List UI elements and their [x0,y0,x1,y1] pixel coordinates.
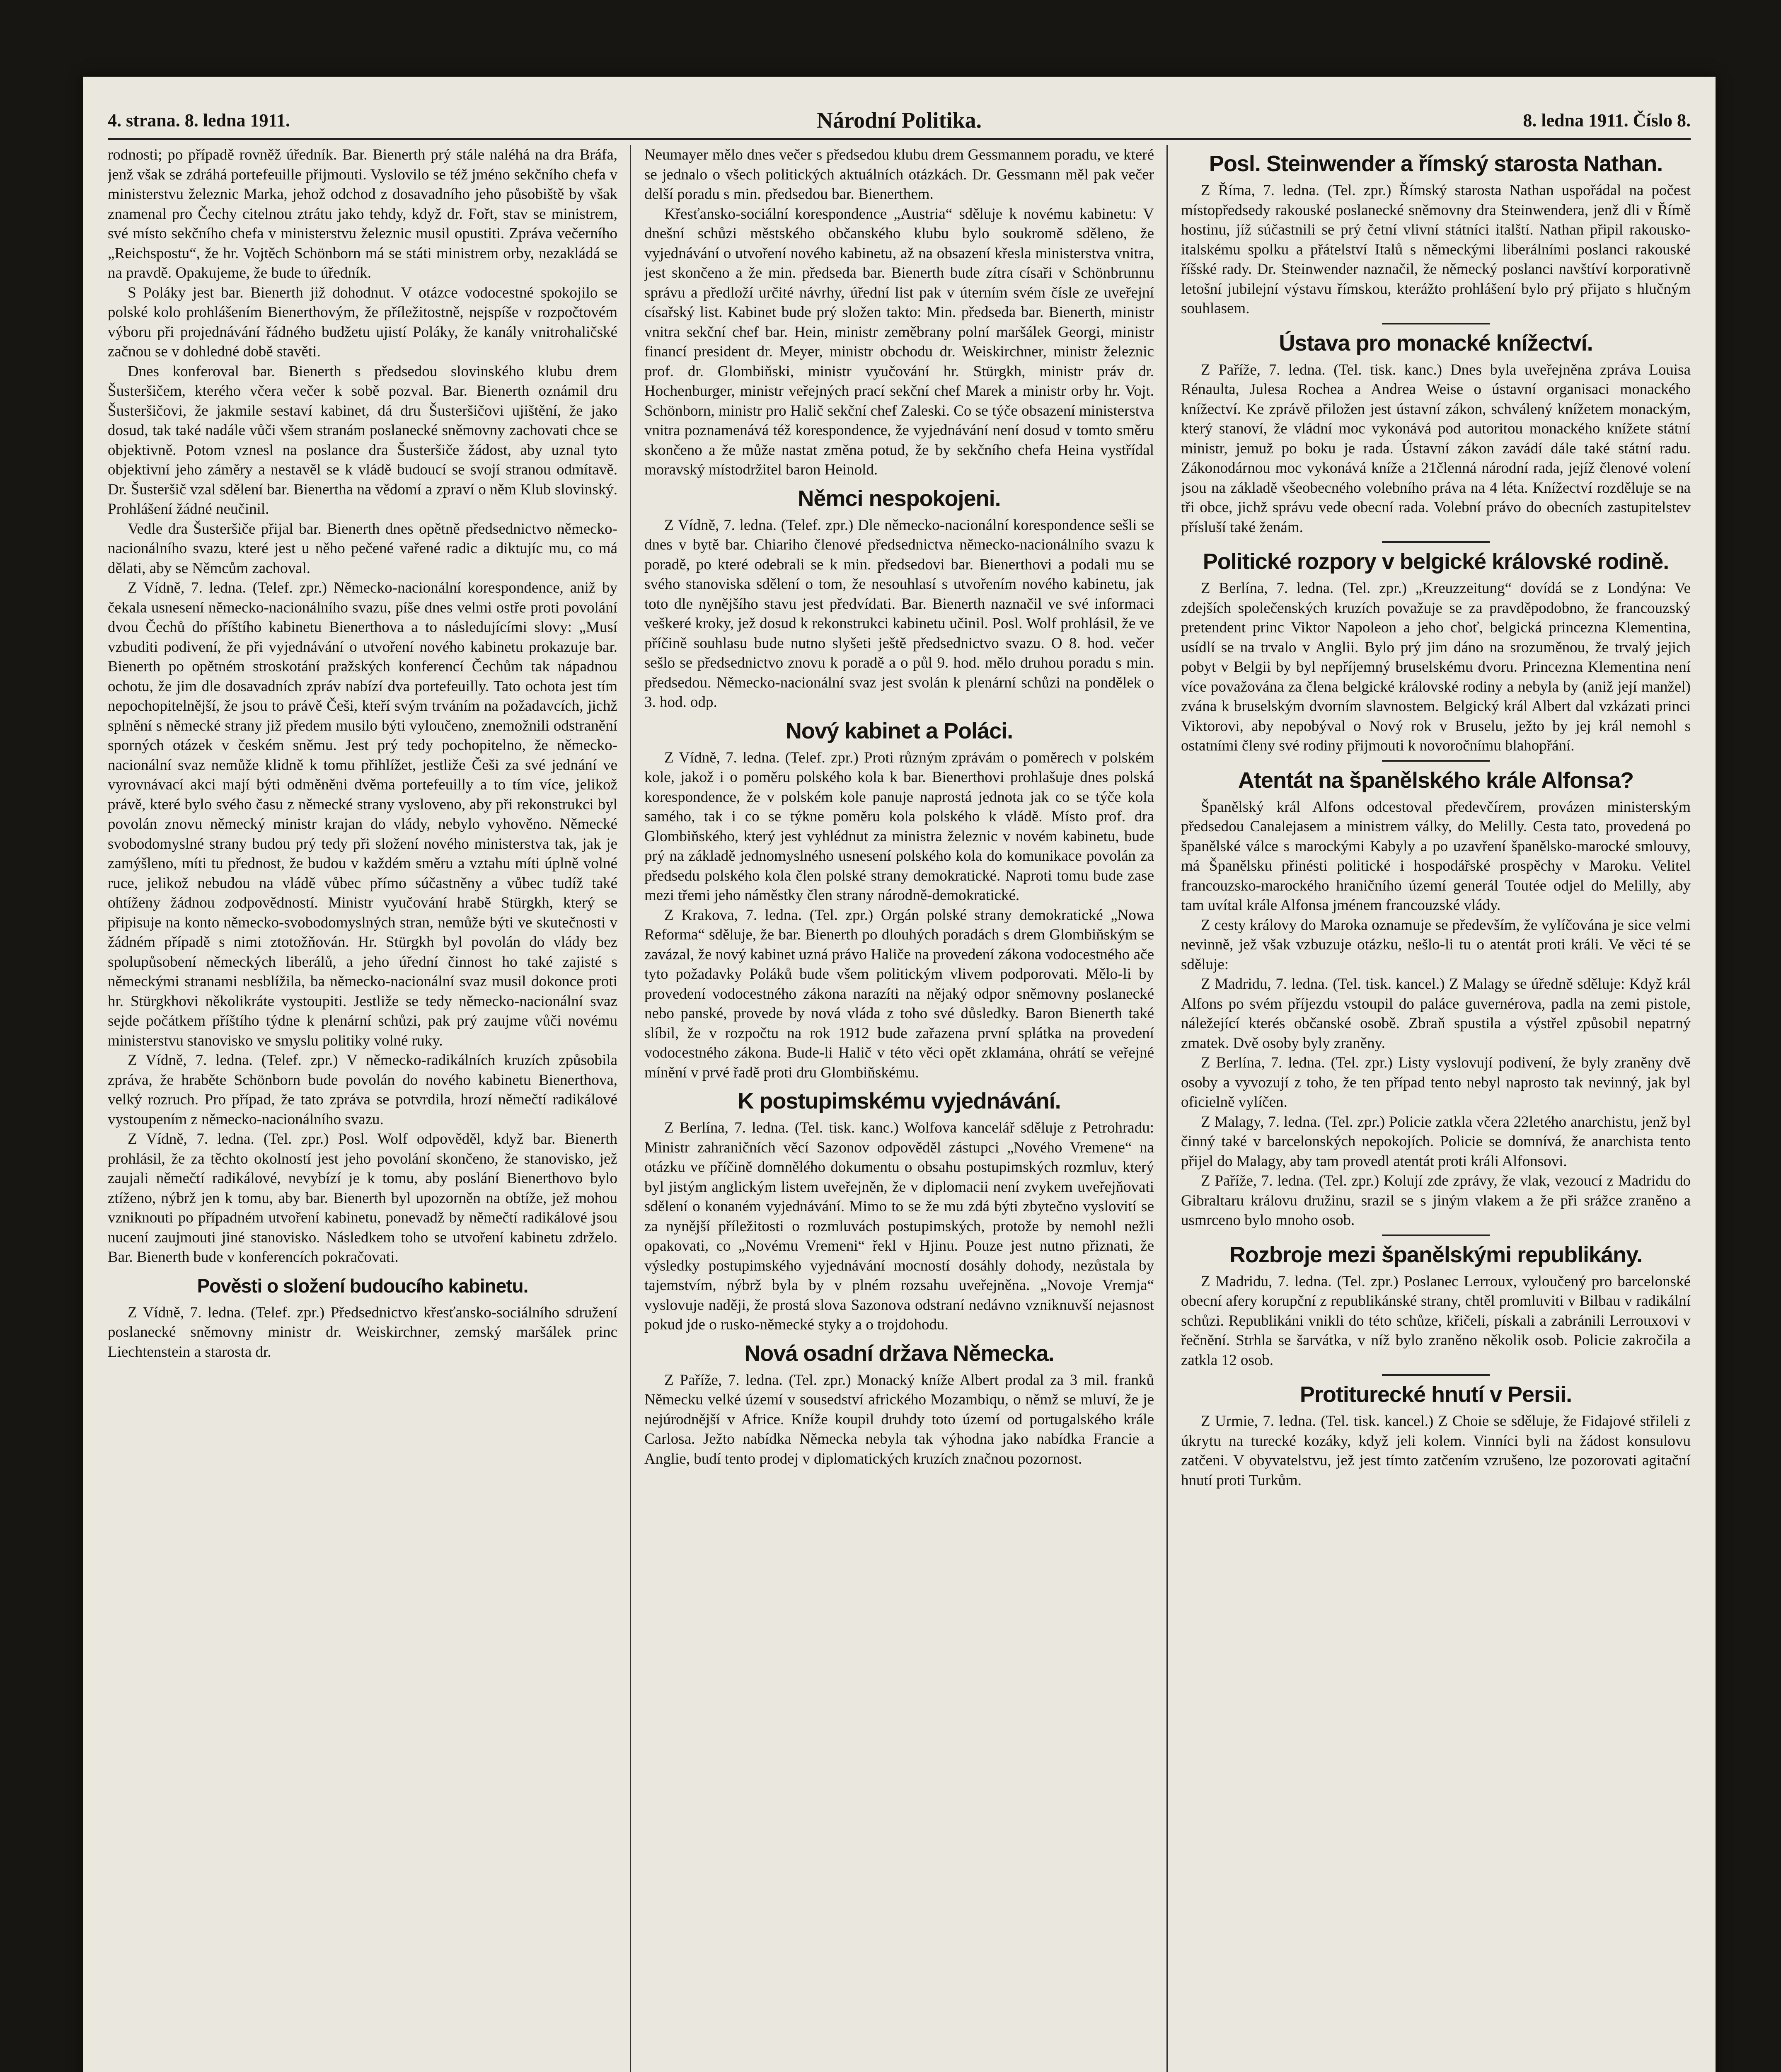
paragraph: Z Berlína, 7. ledna. (Tel. zpr.) „Kreuzzeitung“ dovídá se z Londýna: Ve zdejších společenských kruzích považuje se za pravděpodobno, že francouzský pretendent princ Viktor Napoleon a jeho choť, belgická princezna Klementina, usídlí se na trvalo v Anglii. Bylo prý jim dáno na srozuměnou, že trvalý jejich pobyt v Belgii by byl nepříjemný bruselskému dvoru. Princezna Klementina není více považována za člena belgické královské rodiny a nebyla by (aniž její manžel) zvána k bruselským dvorním slavnostem. Belgický král Albert dal vzkázati princi Viktorovi, aby nepobýval o Nový rok v Bruselu, ježto by jej král nemohl s ostatními členy své rodiny přijmouti k novoročnímu blahopřání. [1181,580,1691,754]
paragraph: rodnosti; po případě rovněž úředník. Bar. Bienerth prý stále naléhá na dra Bráfa, jenž však se zdráhá portefeuille přijmouti. Vyslovilo se též jméno sekčního chefa v ministerstvu železnic Marka, jehož odchod z dosavadního jeho působiště by však znamenal pro Čechy citelnou ztrátu jako tehdy, když dr. Fořt, stav se ministrem, své místo sekčního chefa v ministerstvu železnic musil opustiti. Zpráva večerního „Reichspostu“, že hr. Vojtěch Schönborn má se státi ministrem orby, nezakládá se na pravdě. Opakujeme, že bude to úředník. [108,146,617,281]
column-divider [1166,145,1168,2072]
paragraph: Z Vídně, 7. ledna. (Tel. zpr.) Posl. Wolf odpověděl, když bar. Bienerth prohlásil, že za těchto okolností jest jeho povolání skončeno, že stanovisko, jež zaujali němečtí radikálové, nevybízí je k tomu, aby poslání Bienerthovo bylo ztíženo, nýbrž jen k tomu, aby bar. Bienerth byl upozorněn na obtíže, jež mohou vzniknouti po případném utvoření kabinetu, ponevadž by němečtí radikálové jsou nucení zaujmouti jiné stanovisko. Následkem toho se utvoření kabinetu zdrželo. Bar. Bienerth bude v konferencích pokračovati. [108,1130,617,1266]
masthead: Národní Politika. [816,108,982,133]
header-right: 8. ledna 1911. Číslo 8. [1523,110,1691,131]
paragraph: Z Vídně, 7. ledna. (Telef. zpr.) Německo-nacionální korespondence, aniž by čekala usnesení německo-nacionálního svazu, píše dnes velmi ostře proti povolání dvou Čechů do příštího kabinetu Bienerthova a to následujícími slovy: „Musí vzbuditi podivení, že při vyjednávání o utvoření nového kabinetu prokazuje bar. Bienerth po opětném stroskotání pražských konferencí Čechům tak nápadnou ochotu, že jim dle dosavadních zpráv nabízí dva portefeuilly. Tato ochota jest tím nepochopitelnější, že jsou to právě Češi, kteří svým trváním na požadavcích, jichž splnění s německé strany již předem musilo býti vyloučeno, znemožnili odstranění sporných otázek v českém sněmu. Jest prý tedy pochopitelno, že německo-nacionální svaz nemůže klidně k tomu přihlížet, jestliže Češi za své jednání ve vyrovnávací akci mají býti odměněni dvěma portefeuilly a to tím více, jelikož právě, které bylo svého času z německé strany vysloveno, aby při rekonstrukci byl povolán znovu německý ministr krajan do vlády, nebylo vyhověno. Německé svobodomyslné strany budou prý tedy při složení nového ministerstva tak, jak je zamýšleno, míti tu přednost, že budou v každém směru a vztahu míti úplně volné ruce, jelikož nebudou na vládě vůbec přímo súčastněny a vůbec tudíž také ohtíženy žádnou zodpovědností. Ministr vyučování hrabě Stürgkh, který se připisuje na konto německo-svobodomyslných stran, nemůže býti ve skutečnosti v žádném případě s nimi ztotožňován. Hr. Stürgkh byl povolán do vlády bez spolupůsobení německých liberálů, a jeho úřední činnost ho také zajisté s německými stranami nesblížila, ba německo-nacionální svaz musil dokonce proti hr. Stürgkhovi několikráte vystoupiti. Jestliže se tedy německo-nacionální svaz sejde počátkem příštího týdne k plenární schůzi, pak prý zaujme vůči novému ministerstvu stanovisko ve smyslu politiky volné ruky. [108,579,617,1049]
paragraph: Z Berlína, 7. ledna. (Tel. zpr.) Listy vyslovují podivení, že byly zraněny dvě osoby a vyvozují z toho, že ten případ tento nebyl naprosto tak nevinný, jak byl oficielně vylíčen. [1181,1054,1691,1111]
column-divider [630,145,631,2072]
paragraph: Z Berlína, 7. ledna. (Tel. tisk. kanc.) Wolfova kancelář sděluje z Petrohradu: Ministr zahraničních věcí Sazonov odpověděl zástupci „Nového Vremene“ na otázku ve příčině domnělého dokumentu o obsahu postupimských rozmluv, který byl jistým anglickým listem uveřejněn, že v diplomacii není zvykem uveřejňovati sdělení o konaném vyjednávání. Mimo to se že mu zdá býti zbytečno vyslovití se za nynější příležitosti o rozmluvách postupimských, protože by nemohl nežli opakovati, co „Novému Vremeni“ řekl v Hjinu. Pouze jest nutno přiznati, že výsledky postupimského vyjednávání mocností dosáhly dohody, nezůstala by tajemstvím, nýbrž byla by v plném rozsahu uveřejněna. „Novoje Vremja“ vyslovuje naději, že prostá slova Sazonova odstraní nedávno vzniknuvší nejasnost pokud jde o rusko-německé styky a o trojdohodu. [644,1119,1154,1333]
column-3 [1181,145,1691,2072]
column-2 [644,145,1154,2072]
article-heading: Rozbroje mezi španělskými republikány. [1229,1242,1643,1267]
paragraph: Z Vídně, 7. ledna. (Telef. zpr.) Předsednictvo křesťansko-sociálního sdružení poslanecké sněmovny ministr dr. Weiskirchner, zemský maršálek princ Liechtenstein a starosta dr. [108,1304,617,1360]
paragraph: Dnes konferoval bar. Bienerth s předsedou slovinského klubu drem Šusteršičem, kterého včera večer k sobě pozval. Bar. Bienerth oznámil dru Šusteršičovi, že jakmile sestaví kabinet, dá dru Šusteršičovi ujištění, že jako dosud, tak také nadále vůči všem stranám poslanecké sněmovny zachovati chce se objektivně. Potom vznesl na poslance dra Šusteršiče žádost, aby uznal tyto objektivní jeho záměry a nestavěl se k vládě budoucí se svojí stranou odmítavě. Dr. Šusteršič vzal sdělení bar. Bienertha na vědomí a zpraví o něm Klub slovinský. Prohlášení žádné neučinil. [108,363,617,518]
paragraph: Z Říma, 7. ledna. (Tel. zpr.) Římský starosta Nathan uspořádal na počest místopředsedy rakouské poslanecké sněmovny dra Steinwendera, jenž dli v Římě hostinu, jíž súčastnili se prý četní vlivní státníci italští. Nathan připil rakousko-italskému spolku a přátelství Italů s německými liberálními poslanci rakouské říšské rady. Dr. Steinwender naznačil, že německý poslanci navštíví korporativně letošní jubilejní výstavu římskou, kterážto prohlášení bylo prý přijato s hlučným souhlasem. [1181,182,1691,317]
article-heading: Nová osadní država Německa. [744,1341,1054,1366]
paragraph: Španělský král Alfons odcestoval předevčírem, provázen ministerským předsedou Canalejasem a ministrem války, do Melilly. Cesta tato, provedená po španělské válce s marockými Kabyly a po uzavření španělsko-marocké smlouvy, má Španělsku přinésti politické i hospodářské prospěchy v Maroku. Velitel francouzsko-marockého hraničního území generál Toutée odjel do Melilly, aby tam uvítal krále Alfonsa jménem francouzské vlády. [1181,798,1691,914]
section-rule [1382,760,1490,762]
article-heading: Nový kabinet a Poláci. [785,718,1013,743]
paragraph: Z Paříže, 7. ledna. (Tel. zpr.) Kolují zde zprávy, že vlak, vezoucí z Madridu do Gibraltaru královu družinu, srazil se s jiným vlakem a že při srážce zraněno a usmrceno bylo mnoho osob. [1181,1172,1691,1229]
column-1 [108,145,617,2072]
article-heading: Protiturecké hnutí v Persii. [1299,1382,1572,1407]
paragraph: Z Krakova, 7. ledna. (Tel. zpr.) Orgán polské strany demokratické „Nowa Reforma“ sděluje, že bar. Bienerth po dlouhých poradách s drem Glombiňským se zavázal, že nový kabinet uzná právo Haliče na provedení zákona vodocestného ače tyto požadavky Poláků bude všem politickým vlivem podporovati. Mělo-li by provedení vodocestného zákona narazíti na nějaký odpor sněmovny poslanecké nebo panské, provede by nová vláda z toho své důsledky. Baron Bienerth také slíbil, že v rozpočtu na rok 1912 bude zařazena první splátka na provedení vodocestného zákona. Bude-li Halič v této věci opět zklamána, ohrátí se veřejné mínění v prvé řadě proti dru Glombiňskému. [644,906,1154,1081]
paragraph: Z Paříže, 7. ledna. (Tel. zpr.) Monacký kníže Albert prodal za 3 mil. franků Německu velké území v sousedství afrického Mozambiqu, o němž se mluví, že je nejúrodnější v Africe. Kníže koupil druhdy toto území od portugalského krále Carlosa. Ježto nabídka Německa nebyla tak výhodna jako nabídka Francie a Anglie, budí tento prodej v diplomatických kruzích značnou pozornost. [644,1371,1154,1467]
paragraph: Vedle dra Šusteršiče přijal bar. Bienerth dnes opětně předsednictvo německo-nacionálního svazu, které jest u něho pečené vařené radic a diktujíc mu, co má dělati, aby se Němcům zachoval. [108,520,617,577]
header-rule [108,138,1691,140]
paragraph: Z Vídně, 7. ledna. (Telef. zpr.) V německo-radikálních kruzích způsobila zpráva, že hraběte Schönborn bude povolán do nového kabinetu Bienerthova, velký rozruch. Pro případ, že tato zpráva se potvrdila, hrozí němečtí radikálové vystoupením z německo-nacionálního svazu. [108,1052,617,1128]
paragraph: Z Madridu, 7. ledna. (Tel. zpr.) Poslanec Lerroux, vyloučený pro barcelonské obecní afery korupční z republikánské strany, chtěl promluviti v Bilbau v radikální schůzi. Republikáni vnikli do této schůze, křičeli, pískali a zabránili Lerrouxovi v řečnění. Strhla se šarvátka, v níž bylo zraněno několik osob. Policie zakročila a zatkla 12 osob. [1181,1273,1691,1369]
paragraph: Neumayer mělo dnes večer s předsedou klubu drem Gessmannem poradu, ve které se jednalo o všech politických aktuálních otázkách. Dr. Gessmann měl pak večer delší poradu s min. předsedou bar. Bienerthem. [644,146,1154,203]
paragraph: Křesťansko-sociální korespondence „Austria“ sděluje k novému kabinetu: V dnešní schůzi městského občanského klubu bylo soukromě sděleno, že vyjednávání o utvoření nového kabinetu, až na obsazení křesla ministerstva vnitra, jest skončeno a že min. předseda bar. Bienerth bude zítra císaři v Schönbrunnu správu a předloží určité návrhy, úřední list pak v úterním svém čísle ze uveřejní císařský list. Kabinet bude prý složen takto: Min. předseda bar. Bienerth, ministr vnitra sekční chef bar. Hein, ministr zeměbrany polní maršálek Georgi, ministr financí president dr. Meyer, ministr obchodu dr. Weiskirchner, ministr železnic prof. dr. Glombiňski, ministr vyučování hr. Stürgkh, ministr práv dr. Hochenburger, ministr veřejných prací sekční chef Marek a ministr orby hr. Vojt. Schönborn, ministr pro Halič sekční chef Zaleski. Co se týče obsazení ministerstva vnitra poznamenává též korespondence, že vyjednávání není dosud v tomto směru skončeno a že může nastat změna potud, že by sekčního chefa Heina vystřídal moravský místodržitel baron Heinold. [644,205,1154,478]
paragraph: Z Malagy, 7. ledna. (Tel. zpr.) Policie zatkla včera 22letého anarchistu, jenž byl činný také v barcelonských nepokojích. Policie se domnívá, že anarchista tento přijel do Malagy, aby tam provedl atentát proti králi Alfonsovi. [1181,1113,1691,1170]
article-heading: Němci nespokojeni. [798,486,1001,511]
article-heading: Pověsti o složení budoucího kabinetu. [197,1275,528,1297]
paragraph: Z Urmie, 7. ledna. (Tel. tisk. kancel.) Z Choie se sděluje, že Fidajové střileli z úkrytu na turecké kozáky, když jeli kolem. Vinníci byli na žádost konsulovu zatčeni. V obyvatelstvu, jež jest tímto zatčením vzrušeno, lze pozorovati agitační hnutí proti Turkům. [1181,1413,1691,1489]
article-heading: Politické rozpory v belgické královské rodině. [1203,549,1669,574]
article-heading: K postupimskému vyjednávání. [738,1089,1061,1113]
header-left: 4. strana. 8. ledna 1911. [108,110,290,131]
article-heading: Atentát na španělského krále Alfonsa? [1238,767,1634,793]
page-header [108,106,1691,135]
newspaper-page [83,77,1716,2072]
paragraph: Z Vídně, 7. ledna. (Telef. zpr.) Proti různým zprávám o poměrech v polském kole, jakož i o poměru polského kola k bar. Bienerthovi prohlašuje dnes polská korespondence, že v polském kole panuje naprostá jednota jak co se týče kola samého, tak i co se týkne poměru kola polského k vládě. Místo prof. dra Glombiňského, který jest vyhlédnut za ministra železnic v novém kabinetu, bude prý na základě jednomyslného usnesení polského kola do komunikace povolán za předsedu polského kola člen polské strany demokratické. Naproti tomu bude zase mezi třemi jeho náměstky člen strany národně-demokratické. [644,749,1154,904]
section-rule [1382,323,1490,324]
paragraph: Z Paříže, 7. ledna. (Tel. tisk. kanc.) Dnes byla uveřejněna zpráva Louisa Rénaulta, Julesa Rochea a Andrea Weise o ústavní organisaci monackého knížectví. Ke zprávě přiložen jest ústavní zákon, schválený knížetem monackým, který stanoví, že vládní moc vykonává pod autoritou monackého knížete státní ministr, jemuž po boku je rada. Ústavní zákon zavádí dále také státní radu. Zákonodárnou moc vykonává kníže a 21členná národní rada, jejíž členové volení jsou na základě všeobecného volebního práva na 4 léta. Knížectví rozděluje se na tři obce, jichž správu vede obecní rada. Volební právo do obecních zastupitelstev přísluší také ženám. [1181,361,1691,536]
section-rule [1382,1374,1490,1376]
article-heading: Posl. Steinwender a římský starosta Nathan. [1209,151,1663,176]
paragraph: Z Vídně, 7. ledna. (Telef. zpr.) Dle německo-nacionální korespondence sešli se dnes v bytě bar. Chiariho členové předsednictva německo-nacionálního svazu k poradě, po které odebrali se k min. předsedovi bar. Bienerthovi a podali mu se svého stanoviska sdělení o tom, že nesouhlasí s utvořením nového kabinetu, jak toto dle nynějšího stavu jest předvídati. Bar. Bienerth naznačil ve své informaci veškeré kroky, jež dosud k rekonstrukci kabinetu učinil. Posl. Wolf prohlásil, že ve příčině souhlasu bude nutno slyšeti ještě předsednictvo svazu. O 8. hod. večer sešlo se předsednictvo znovu k poradě a o půl 9. hod. mělo druhou poradu s min. předsedou. Německo-nacionální svaz jest svolán k plenární schůzi na pondělek o 3. hod. odp. [644,516,1154,711]
paragraph: Z Madridu, 7. ledna. (Tel. tisk. kancel.) Z Malagy se úředně sděluje: Když král Alfons po svém příjezdu vstoupil do paláce guvernérova, padla na zemi pistole, náležející kterés občanské osobě. Zbraň spustila a výstřel způsobil nepatrný zmatek. Dvě osoby byly zraněny. [1181,975,1691,1052]
section-rule [1382,541,1490,543]
section-rule [1382,1234,1490,1236]
paragraph: Z cesty královy do Maroka oznamuje se především, že vylíčována je sice velmi nevinně, jež však vzbuzuje otázku, nešlo-li tu o atentát proti králi. Ve věci té se sděluje: [1181,916,1691,973]
paragraph: S Poláky jest bar. Bienerth již dohodnut. V otázce vodocestné spokojilo se polské kolo prohlášením Bienerthovým, že příležitostně, nejspíše v rozpočtovém výboru při projednávání řádného budžetu ujistí Poláky, že kanály vnitrohaličské začnou se v dohledné době stavěti. [108,284,617,360]
article-heading: Ústava pro monacké knížectví. [1279,330,1593,356]
